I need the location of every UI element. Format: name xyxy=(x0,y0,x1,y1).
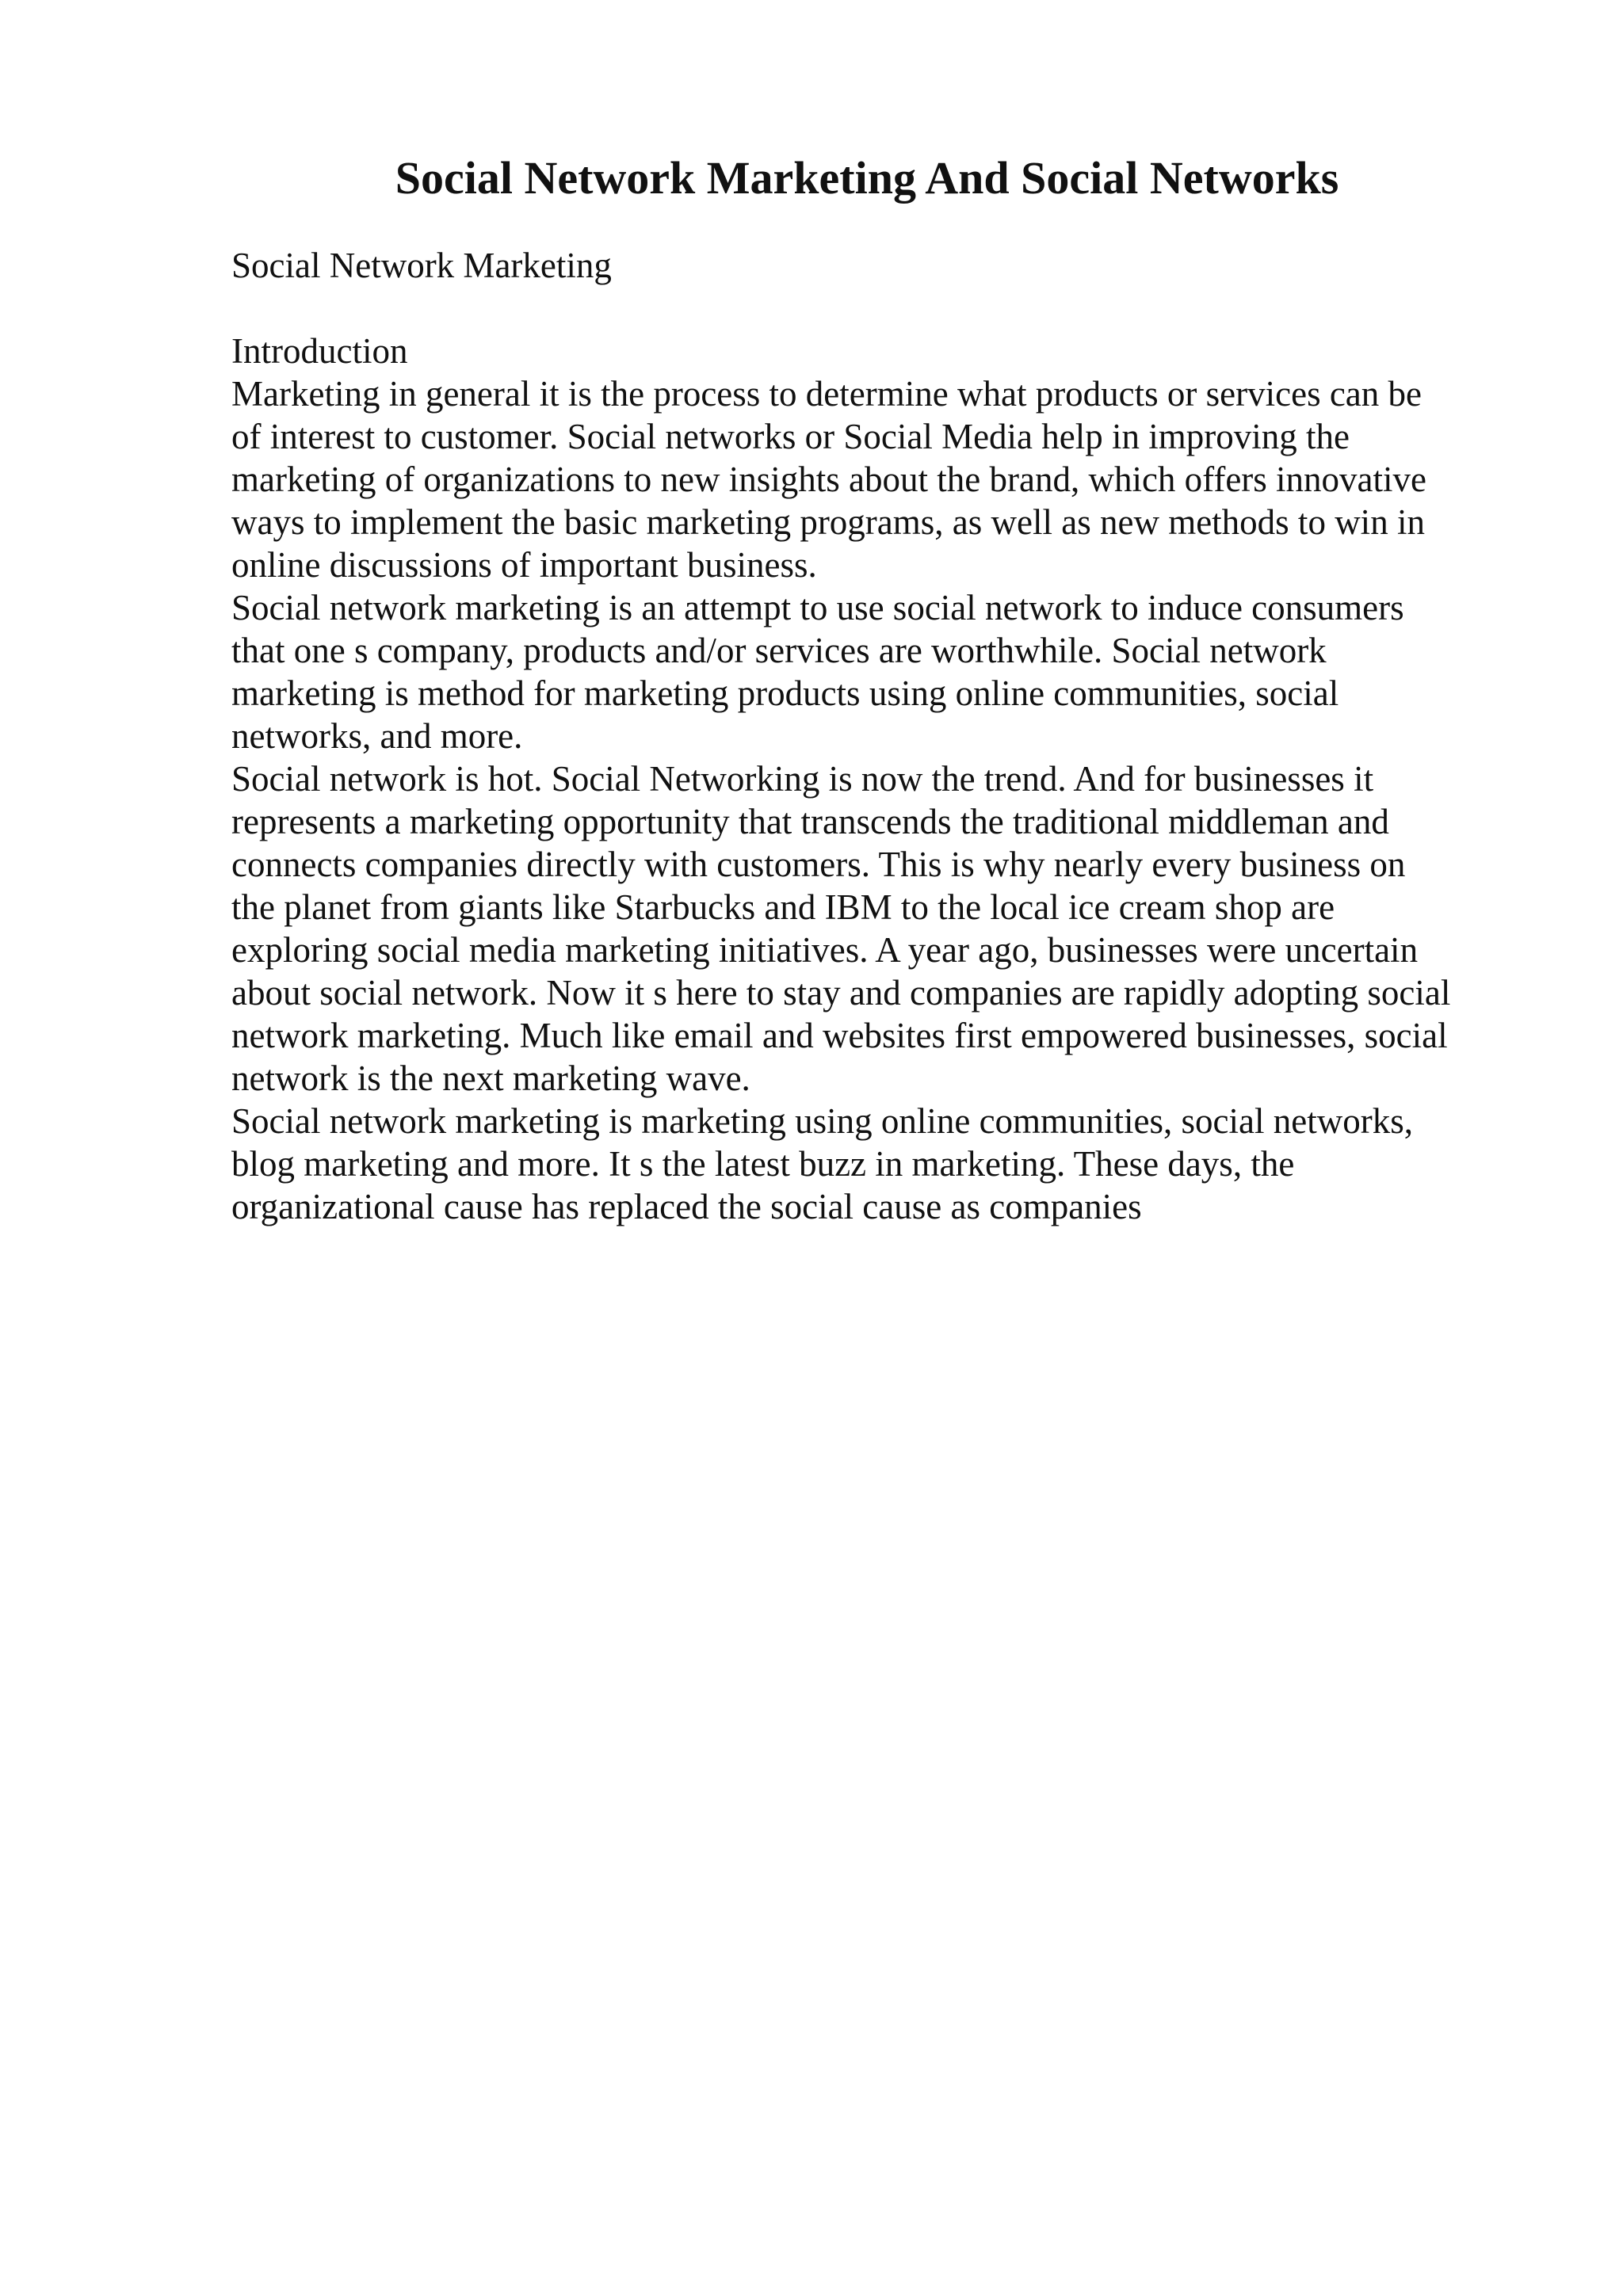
section-heading-introduction: Introduction xyxy=(231,331,408,371)
text-line: of interest to customer. Social networks or Social Media help in improving the xyxy=(231,417,1350,456)
body-text xyxy=(231,330,1515,1228)
text-line: Social network marketing is an attempt to use social network to induce consumers xyxy=(231,588,1404,627)
text-line: the planet from giants like Starbucks and IBM to the local ice cream shop are xyxy=(231,887,1335,927)
text-line: network is the next marketing wave. xyxy=(231,1058,750,1098)
text-line: connects companies directly with customers. This is why nearly every business on xyxy=(231,845,1406,884)
text-line: Marketing in general it is the process to determine what products or services can be xyxy=(231,374,1423,414)
text-line: about social network. Now it s here to stay and companies are rapidly adopting social xyxy=(231,973,1451,1013)
document-body xyxy=(231,244,1515,1228)
text-line: Social network is hot. Social Networking is now the trend. And for businesses it xyxy=(231,759,1374,799)
text-line: online discussions of important business. xyxy=(231,545,817,585)
document-title: Social Network Marketing And Social Networks xyxy=(395,152,1339,204)
section-subtitle: Social Network Marketing xyxy=(231,246,612,285)
text-line: exploring social media marketing initiatives. A year ago, businesses were uncertain xyxy=(231,930,1419,970)
text-line: marketing is method for marketing products using online communities, social xyxy=(231,673,1339,713)
text-line: network marketing. Much like email and websites first empowered businesses, social xyxy=(231,1016,1448,1055)
text-line: Social network marketing is marketing using online communities, social networks, xyxy=(231,1101,1413,1141)
text-line: networks, and more. xyxy=(231,716,523,756)
text-line: marketing of organizations to new insights about the brand, which offers innovative xyxy=(231,460,1427,499)
text-line: that one s company, products and/or services are worthwhile. Social network xyxy=(231,631,1327,670)
text-line: ways to implement the basic marketing programs, as well as new methods to win in xyxy=(231,502,1425,542)
text-line: blog marketing and more. It s the latest buzz in marketing. These days, the xyxy=(231,1144,1295,1184)
text-line: represents a marketing opportunity that transcends the traditional middleman and xyxy=(231,802,1389,841)
text-line: organizational cause has replaced the social cause as companies xyxy=(231,1187,1142,1226)
